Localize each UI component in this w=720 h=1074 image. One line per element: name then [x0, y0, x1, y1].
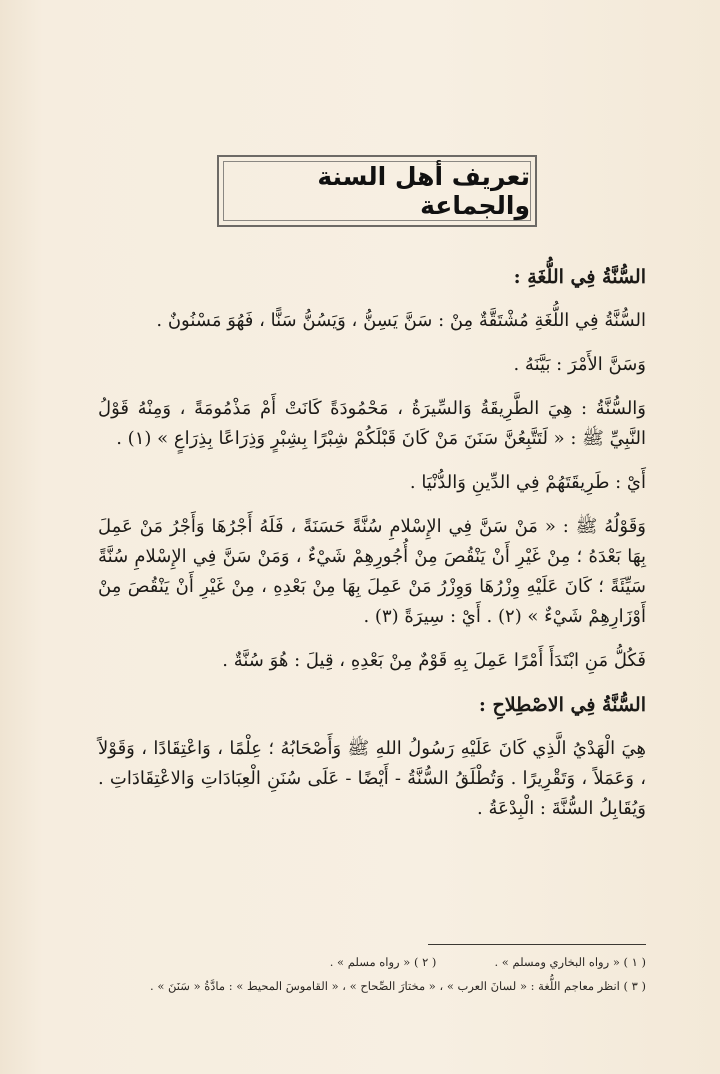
page-title: تعريف أهل السنة والجماعة	[317, 162, 530, 220]
footnote-divider	[428, 944, 646, 945]
paragraph-tariqa: وَالسُّنَّةُ : هِيَ الطَّرِيقَةُ وَالسِّيرَةُ ، مَحْمُودَةً كَانَتْ أَمْ مَذْمُومَةً ، وَمِنْهُ قَوْلُ النَّبِيِّ ﷺ : « لَتَتَّبِعُنَّ سَنَنَ مَنْ كَانَ قَبْلَكُمْ شِبْرًا بِشِبْرٍ وَذِرَاعًا بِذِرَاعٍ » (١) .	[98, 398, 646, 449]
paragraph-hadith: وَقَوْلُهُ ﷺ : « مَنْ سَنَّ فِي الإِسْلامِ سُنَّةً حَسَنَةً ، فَلَهُ أَجْرُهَا وَأَجْرُ مَنْ عَمِلَ بِهَا بَعْدَهُ ؛ مِنْ غَيْرِ أَنْ يَنْقُصَ مِنْ أُجُورِهِمْ شَيْءٌ ، وَمَنْ سَنَّ فِي الإِسْلامِ سُنَّةً سَيِّئَةً ؛ كَانَ عَلَيْهِ وِزْرُهَا وَوِزْرُ مَنْ عَمِلَ بِهَا مِنْ بَعْدِهِ ، مِنْ غَيْرِ أَنْ يَنْقُصَ مِنْ أَوْزَارِهِمْ شَيْءٌ » (٢) . أَيْ : سِيرَةً (٣) .	[98, 516, 646, 627]
footnote-row	[98, 950, 646, 974]
paragraph-conclusion: فَكُلُّ مَنِ ابْتَدَأَ أَمْرًا عَمِلَ بِهِ قَوْمٌ مِنْ بَعْدِهِ ، قِيلَ : هُوَ سُنَّةٌ .	[222, 650, 646, 671]
footnotes	[98, 950, 646, 998]
section-heading-terminology: السُّنَّةُ فِي الاصْطِلاحِ :	[478, 694, 646, 716]
section-heading-language: السُّنَّةُ فِي اللُّغَةِ :	[513, 266, 646, 288]
paragraph-meaning: أَيْ : طَرِيقَتَهُمْ فِي الدِّينِ وَالدُّنْيَا .	[409, 472, 646, 493]
footnote-3: ( ٣ ) انظر معاجم اللُّغة : « لسانَ العرب » ، « مختارَ الصِّحاح » ، « القاموسَ المحيط » : مادَّةُ « سَنَنَ » .	[150, 979, 646, 993]
footnote-2: ( ٢ ) « رواه مسلم » .	[329, 955, 437, 969]
paragraph-definition: هِيَ الْهَدْيُ الَّذِي كَانَ عَلَيْهِ رَسُولُ اللهِ ﷺ وَأَصْحَابُهُ ؛ عِلْمًا ، وَاعْتِقَادًا ، وَقَوْلاً ، وَعَمَلاً ، وَتَقْرِيرًا . وَتُطْلَقُ السُّنَّةُ - أَيْضًا - عَلَى سُنَنِ الْعِبَادَاتِ وَالاعْتِقَادَاتِ . وَيُقَابِلُ السُّنَّةَ : الْبِدْعَةُ .	[98, 738, 646, 819]
paragraph-derivation: السُّنَّةُ فِي اللُّغَةِ مُشْتَقَّةٌ مِنْ : سَنَّ يَسِنُّ ، وَيَسُنُّ سَنًّا ، فَهُوَ مَسْنُونٌ .	[156, 310, 646, 331]
title-inner-border	[223, 161, 531, 221]
title-frame	[217, 155, 537, 227]
main-text	[98, 262, 646, 838]
footnote-1: ( ١ ) « رواه البخاري ومسلم » .	[494, 955, 646, 969]
paragraph-sanna-alamr: وَسَنَّ الأَمْرَ : بَيَّنَهُ .	[513, 354, 646, 375]
